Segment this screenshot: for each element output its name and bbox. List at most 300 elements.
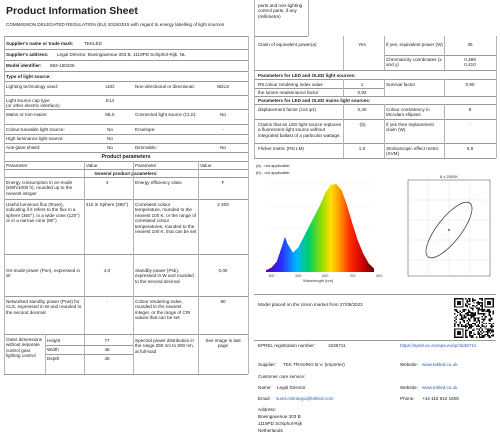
colour-tuneable-label: Colour-tuneable light source:: [6, 127, 65, 132]
qr-module: [475, 324, 476, 325]
qr-module: [484, 299, 485, 300]
qr-module: [468, 298, 469, 299]
qr-module: [479, 309, 480, 310]
qr-module: [468, 313, 469, 314]
qr-module: [464, 315, 465, 316]
qr-module: [477, 328, 478, 329]
qr-module: [473, 319, 474, 320]
qr-module: [477, 302, 478, 303]
qr-module: [473, 317, 474, 318]
name-label: Name:: [258, 385, 272, 390]
qr-module: [457, 301, 458, 302]
phone-label: Phone:: [400, 396, 415, 401]
qr-module: [493, 334, 494, 335]
qr-module: [479, 330, 480, 331]
qr-module: [482, 304, 483, 305]
qr-module: [455, 316, 456, 317]
ellipse-chart-title: 6 x 2500K: [439, 174, 459, 179]
fluorescent-claim-value: -(b): [358, 122, 366, 127]
qr-module: [462, 330, 463, 331]
qr-module: [490, 323, 491, 324]
cct-value: 2 400: [217, 202, 229, 207]
qr-module: [469, 332, 470, 333]
qr-module: [464, 320, 465, 321]
qr-module: [487, 301, 488, 302]
qr-module: [477, 332, 478, 333]
qr-module: [490, 330, 491, 331]
qr-module: [488, 319, 489, 320]
qr-module: [472, 323, 473, 324]
qr-module: [454, 299, 455, 300]
spectrum-tick-label: 600: [322, 274, 329, 278]
qr-module: [468, 309, 469, 310]
qr-module: [469, 326, 470, 327]
qr-module: [484, 327, 485, 328]
anti-glare-value: No: [107, 145, 113, 150]
qr-module: [484, 319, 485, 320]
model-identifier-label: Model identifier:: [6, 63, 42, 68]
qr-module: [479, 302, 480, 303]
qr-module: [472, 335, 473, 336]
qr-module: [468, 327, 469, 328]
eprel-link[interactable]: https://eprel.ec.europa.eu/qr/1536711: [400, 343, 477, 348]
qr-module: [462, 301, 463, 302]
cap-type-label: Light source cap type (or other electric interface): [6, 98, 60, 109]
website-label-1: Website:: [400, 362, 418, 367]
qr-module: [468, 315, 469, 316]
flicker-value: 1,0: [358, 146, 366, 151]
qr-module: [461, 319, 462, 320]
qr-module: [490, 332, 491, 333]
qr-module: [464, 317, 465, 318]
qr-module: [471, 326, 472, 327]
qr-module: [469, 320, 470, 321]
qr-module: [461, 326, 462, 327]
cct-label: Correlated colour temperature, rounded to the nearest 100 K, or the range of correlated colour temperatures, rounded to the nearest 100 K, that can be set: [135, 202, 197, 235]
qr-module: [455, 328, 456, 329]
qr-module: [458, 332, 459, 333]
efficiency-class-value: F: [221, 180, 225, 185]
email-link[interactable]: sued.cetinkaya@tekled.com: [276, 396, 334, 401]
qr-module: [454, 305, 455, 306]
qr-module: [486, 331, 487, 332]
qr-module: [479, 317, 480, 318]
qr-module: [462, 317, 463, 318]
luminous-flux-label: Useful luminous flux (Φuse), indicating if it refers to the flux in a sphere (360°), in a wide cone (120°) or in a narrow cone (90°): [6, 202, 80, 224]
anti-glare-label: Anti-glare shield:: [6, 145, 41, 150]
networked-standby-value: -: [106, 299, 108, 304]
spd-value: See image in last page: [205, 338, 241, 349]
qr-module: [482, 305, 483, 306]
svm-label: Stroboscopic effect metric (SVM): [386, 146, 439, 157]
qr-module: [493, 335, 494, 336]
qr-module: [482, 298, 483, 299]
continued-text: parts and non-lighting control parts, if any (millimetre): [258, 3, 303, 19]
qr-module: [477, 319, 478, 320]
qr-module: [462, 319, 463, 320]
qr-module: [480, 309, 481, 310]
qr-module: [487, 302, 488, 303]
qr-module: [475, 319, 476, 320]
qr-module: [477, 334, 478, 335]
qr-module: [488, 323, 489, 324]
energy-consumption-label: Energy consumption in on-mode (kWh/1000 h), rounded up to the nearest integer: [6, 180, 73, 196]
equiv-watt-value: 35: [467, 42, 473, 47]
qr-module: [479, 313, 480, 314]
qr-module: [482, 309, 483, 310]
qr-module: [491, 326, 492, 327]
depth-value: 45: [104, 356, 110, 361]
cri-label: Colour rendering index, rounded to the nearest integer, or the range of CRI values that can be set: [135, 299, 191, 321]
qr-module: [461, 306, 462, 307]
r9-value: 1: [360, 82, 364, 87]
qr-module: [486, 334, 487, 335]
qr-module: [457, 315, 458, 316]
qr-module: [457, 310, 458, 311]
qr-module: [465, 305, 466, 306]
qr-module: [457, 334, 458, 335]
qr-module: [460, 304, 461, 305]
model-identifier-value: 583-150226: [50, 63, 75, 68]
spd-label: Spectral power distribution in the range 250 nm to 800 nm, at full-load: [135, 338, 194, 354]
qr-module: [479, 332, 480, 333]
qr-module: [462, 302, 463, 303]
qr-module: [466, 323, 467, 324]
qr-module: [490, 326, 491, 327]
displacement-label: displacement factor (cos φ1): [258, 107, 317, 112]
qr-module: [462, 299, 463, 300]
qr-module: [460, 301, 461, 302]
qr-module: [455, 298, 456, 299]
survival-label: Survival factor: [386, 82, 416, 87]
qr-module: [472, 299, 473, 300]
qr-module: [471, 308, 472, 309]
qr-module: [469, 310, 470, 311]
qr-module: [465, 317, 466, 318]
spectrum-x-label: Wavelength [nm]: [303, 278, 333, 283]
qr-module: [479, 323, 480, 324]
qr-module: [460, 331, 461, 332]
lumen-maintenance-value: 0,93: [357, 90, 367, 95]
website-link-2[interactable]: www.tekled.co.uk: [422, 385, 458, 390]
qr-module: [454, 301, 455, 302]
qr-module: [472, 309, 473, 310]
qr-module: [488, 331, 489, 332]
qr-module: [460, 323, 461, 324]
equiv-watt-label: If yes, equivalent power (W): [386, 42, 443, 47]
qr-module: [484, 304, 485, 305]
email-label: Email:: [258, 396, 271, 401]
qr-module: [454, 306, 455, 307]
qr-module: [482, 302, 483, 303]
qr-module: [454, 326, 455, 327]
high-luminance-value: No: [107, 136, 113, 141]
qr-module: [454, 320, 455, 321]
qr-module: [488, 309, 489, 310]
survival-value: 0,90: [465, 82, 475, 87]
qr-module: [490, 310, 491, 311]
qr-module: [487, 335, 488, 336]
qr-module: [482, 328, 483, 329]
qr-module: [461, 316, 462, 317]
qr-module: [477, 301, 478, 302]
qr-module: [477, 320, 478, 321]
qr-module: [458, 301, 459, 302]
qr-module: [472, 316, 473, 317]
qr-module: [483, 313, 484, 314]
qr-module: [471, 317, 472, 318]
qr-module: [465, 332, 466, 333]
qr-module: [468, 310, 469, 311]
qr-module: [484, 305, 485, 306]
qr-module: [461, 298, 462, 299]
note-a: (a) - not applicable;: [256, 163, 291, 168]
qr-module: [476, 326, 477, 327]
height-label: Height: [47, 338, 61, 343]
qr-module: [483, 319, 484, 320]
qr-module: [483, 337, 484, 338]
qr-module: [465, 327, 466, 328]
qr-module: [469, 299, 470, 300]
envelope-label: Envelope:: [135, 127, 156, 132]
chromaticity-label: Chromaticity coordinates (x and y): [386, 57, 442, 68]
qr-module: [458, 328, 459, 329]
qr-module: [454, 309, 455, 310]
qr-module: [466, 315, 467, 316]
qr-module: [469, 315, 470, 316]
qr-module: [465, 335, 466, 336]
qr-module: [488, 310, 489, 311]
qr-module: [454, 332, 455, 333]
qr-module: [477, 310, 478, 311]
qr-module: [465, 324, 466, 325]
qr-module: [468, 328, 469, 329]
qr-module: [484, 335, 485, 336]
qr-module: [493, 306, 494, 307]
qr-module: [476, 305, 477, 306]
qr-module: [460, 321, 461, 322]
qr-module: [465, 337, 466, 338]
qr-module: [462, 337, 463, 338]
qr-module: [477, 308, 478, 309]
qr-module: [458, 324, 459, 325]
equiv-power-value: Yes: [358, 42, 366, 47]
qr-module: [454, 328, 455, 329]
qr-module: [484, 317, 485, 318]
qr-module: [466, 330, 467, 331]
qr-module: [458, 326, 459, 327]
qr-module: [473, 315, 474, 316]
qr-module: [472, 312, 473, 313]
r9-label: R9 colour rendering index value: [258, 82, 323, 87]
qr-module: [475, 317, 476, 318]
qr-module: [479, 335, 480, 336]
qr-module: [469, 334, 470, 335]
qr-module: [488, 306, 489, 307]
qr-module: [475, 323, 476, 324]
qr-module: [472, 337, 473, 338]
qr-module: [472, 315, 473, 316]
qr-module: [466, 337, 467, 338]
qr-module: [477, 326, 478, 327]
qr-module: [468, 324, 469, 325]
qr-module: [462, 334, 463, 335]
eprel-label: EPREL registration number:: [258, 343, 316, 348]
qr-module: [464, 326, 465, 327]
qr-module: [480, 327, 481, 328]
qr-module: [476, 302, 477, 303]
qr-module: [465, 309, 466, 310]
qr-module: [466, 320, 467, 321]
qr-module: [458, 337, 459, 338]
qr-module: [483, 320, 484, 321]
qr-module: [482, 321, 483, 322]
flicker-label: Flicker metric (Pst LM): [258, 146, 304, 151]
eprel-value: 1536711: [328, 343, 346, 348]
cap-type-value: E14: [105, 98, 115, 103]
equiv-power-label: Claim of equivalent power(a): [258, 42, 317, 47]
qr-module: [469, 312, 470, 313]
qr-module: [457, 337, 458, 338]
qr-module: [491, 317, 492, 318]
qr-module: [466, 301, 467, 302]
qr-module: [465, 334, 466, 335]
qr-module: [462, 304, 463, 305]
qr-module: [471, 332, 472, 333]
qr-module: [477, 313, 478, 314]
efficiency-class-label: Energy efficiency class: [135, 180, 182, 185]
website-label-2: Website:: [400, 385, 418, 390]
qr-module: [462, 328, 463, 329]
qr-module: [488, 301, 489, 302]
qr-module: [457, 324, 458, 325]
qr-module: [469, 306, 470, 307]
qr-module: [466, 313, 467, 314]
qr-module: [469, 324, 470, 325]
qr-module: [490, 298, 491, 299]
qr-module: [490, 315, 491, 316]
qr-module: [479, 326, 480, 327]
qr-module: [462, 335, 463, 336]
qr-module: [466, 302, 467, 303]
qr-module: [483, 309, 484, 310]
address-line-3: Netherlands: [258, 428, 283, 433]
qr-module: [469, 304, 470, 305]
qr-module: [471, 335, 472, 336]
qr-module: [458, 331, 459, 332]
qr-module: [486, 298, 487, 299]
supplier-value: TEK TRADING B.V. (Importer): [283, 362, 345, 367]
qr-module: [488, 315, 489, 316]
qr-module: [480, 305, 481, 306]
qr-module: [461, 317, 462, 318]
qr-module: [493, 299, 494, 300]
qr-module: [473, 330, 474, 331]
qr-module: [471, 337, 472, 338]
qr-module: [479, 320, 480, 321]
qr-module: [490, 316, 491, 317]
qr-module: [480, 302, 481, 303]
qr-module: [472, 313, 473, 314]
qr-module: [465, 316, 466, 317]
qr-module: [458, 304, 459, 305]
qr-module: [487, 310, 488, 311]
qr-module: [482, 335, 483, 336]
qr-module: [454, 313, 455, 314]
mains-params-header: Parameters for LED and OLED mains light sources:: [258, 98, 371, 103]
displacement-value: 0,40: [357, 107, 367, 112]
qr-module: [480, 298, 481, 299]
qr-module: [462, 326, 463, 327]
qr-module: [455, 337, 456, 338]
qr-module: [464, 310, 465, 311]
qr-module: [457, 331, 458, 332]
qr-module: [488, 337, 489, 338]
page-title: Product Information Sheet: [6, 5, 138, 17]
qr-module: [475, 312, 476, 313]
qr-module: [482, 313, 483, 314]
qr-module: [486, 328, 487, 329]
qr-module: [464, 316, 465, 317]
qr-module: [475, 299, 476, 300]
qr-module: [486, 316, 487, 317]
envelope-value: -: [222, 127, 224, 132]
qr-module: [488, 304, 489, 305]
qr-module: [454, 335, 455, 336]
address-line-1: Boeingavenue 303 B: [258, 414, 301, 419]
general-params-header: General product parameters:: [94, 171, 158, 176]
website-link-1[interactable]: www.tekled.co.uk: [422, 362, 458, 367]
qr-module: [479, 321, 480, 322]
qr-module: [462, 320, 463, 321]
qr-module: [490, 312, 491, 313]
qr-module: [488, 302, 489, 303]
qr-module: [469, 319, 470, 320]
fluorescent-claim-label: Claims that an LED light source replaces a fluorescent light source without integrated ballast of a particular wattage.: [258, 122, 341, 138]
qr-module: [490, 337, 491, 338]
phone-value: +44 115 922 1605: [422, 396, 459, 401]
qr-module: [460, 315, 461, 316]
qr-module: [484, 298, 485, 299]
qr-module: [465, 304, 466, 305]
qr-module: [455, 321, 456, 322]
qr-module: [473, 299, 474, 300]
chromaticity-value: 0,489 0,410: [464, 57, 476, 68]
qr-module: [477, 312, 478, 313]
qr-module: [471, 315, 472, 316]
qr-module: [477, 304, 478, 305]
qr-module: [461, 337, 462, 338]
dimensions-label: Outer dimensions without separate control gear, lighting control: [6, 337, 43, 359]
regulation-text: COMMISSION DELEGATED REGULATION (EU) 2019/2015 with regard to energy labelling of light sources: [6, 22, 225, 27]
qr-module: [490, 304, 491, 305]
qr-module: [484, 301, 485, 302]
qr-module: [465, 331, 466, 332]
qr-module: [482, 337, 483, 338]
qr-module: [479, 298, 480, 299]
qr-module: [457, 332, 458, 333]
qr-module: [479, 308, 480, 309]
qr-module: [493, 302, 494, 303]
dimmable-label: Dimmable:: [135, 145, 157, 150]
qr-module: [458, 306, 459, 307]
qr-module: [482, 299, 483, 300]
qr-module: [482, 316, 483, 317]
qr-module: [471, 331, 472, 332]
cls-value: No: [220, 112, 226, 117]
qr-module: [488, 328, 489, 329]
qr-module: [457, 298, 458, 299]
